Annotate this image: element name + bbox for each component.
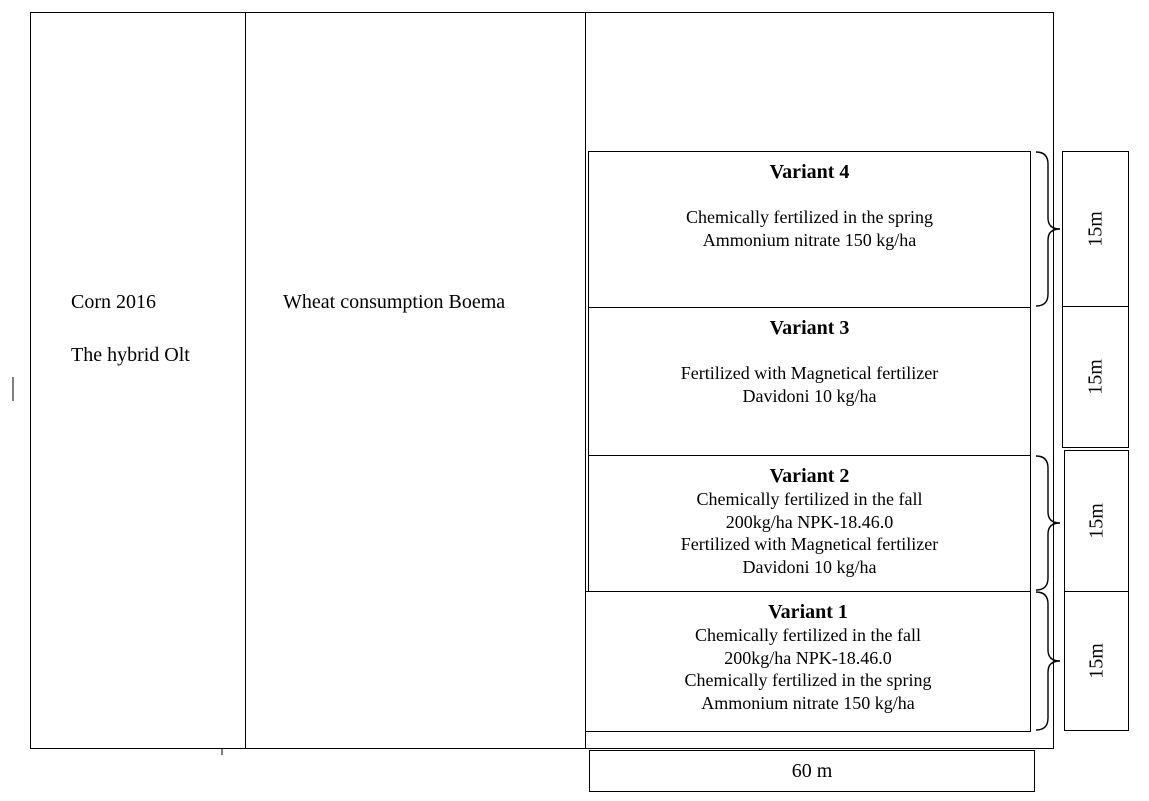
variant-1-line-4: Ammonium nitrate 150 kg/ha — [701, 692, 915, 713]
variant-4-title: Variant 4 — [769, 161, 850, 183]
width-box-variant-4 — [1062, 151, 1129, 307]
width-label-variant-3: 15m — [1084, 359, 1106, 395]
corn-hybrid-label: The hybrid Olt — [71, 344, 190, 366]
length-label: 60 m — [791, 759, 833, 782]
width-box-variant-1 — [1064, 591, 1129, 731]
brace-variant-4 — [1036, 152, 1060, 306]
length-box — [589, 750, 1035, 792]
brace-variant-1 — [1036, 592, 1060, 730]
width-box-variant-3 — [1062, 306, 1129, 448]
variant-3-line-1: Fertilized with Magnetical fertilizer — [680, 363, 939, 383]
variant-1-line-2: 200kg/ha NPK-18.46.0 — [724, 647, 892, 668]
width-box-variant-2 — [1064, 450, 1129, 592]
variant-2-line-2: 200kg/ha NPK-18.46.0 — [725, 511, 894, 532]
variant-4-line-2: Ammonium nitrate 150 kg/ha — [702, 229, 917, 250]
variant-2-line-1: Chemically fertilized in the fall — [696, 489, 923, 509]
width-label-variant-1: 15m — [1085, 643, 1107, 679]
corn-label: Corn 2016 — [71, 291, 156, 313]
brace-variant-2 — [1036, 456, 1060, 590]
variant-1-line-1: Chemically fertilized in the fall — [695, 625, 921, 645]
variant-3-line-2: Davidoni 10 kg/ha — [742, 385, 877, 406]
variant-3-title: Variant 3 — [769, 317, 850, 339]
variant-1-line-3: Chemically fertilized in the spring — [684, 670, 932, 690]
variant-1-title: Variant 1 — [768, 601, 848, 623]
variant-2-title: Variant 2 — [769, 465, 850, 487]
variant-2-line-3: Fertilized with Magnetical fertilizer — [680, 534, 939, 554]
width-label-variant-2: 15m — [1085, 503, 1107, 539]
wheat-label: Wheat consumption Boema — [283, 291, 506, 313]
width-label-variant-4: 15m — [1084, 211, 1106, 247]
variant-2-line-4: Davidoni 10 kg/ha — [742, 556, 877, 577]
variant-4-line-1: Chemically fertilized in the spring — [686, 207, 933, 227]
